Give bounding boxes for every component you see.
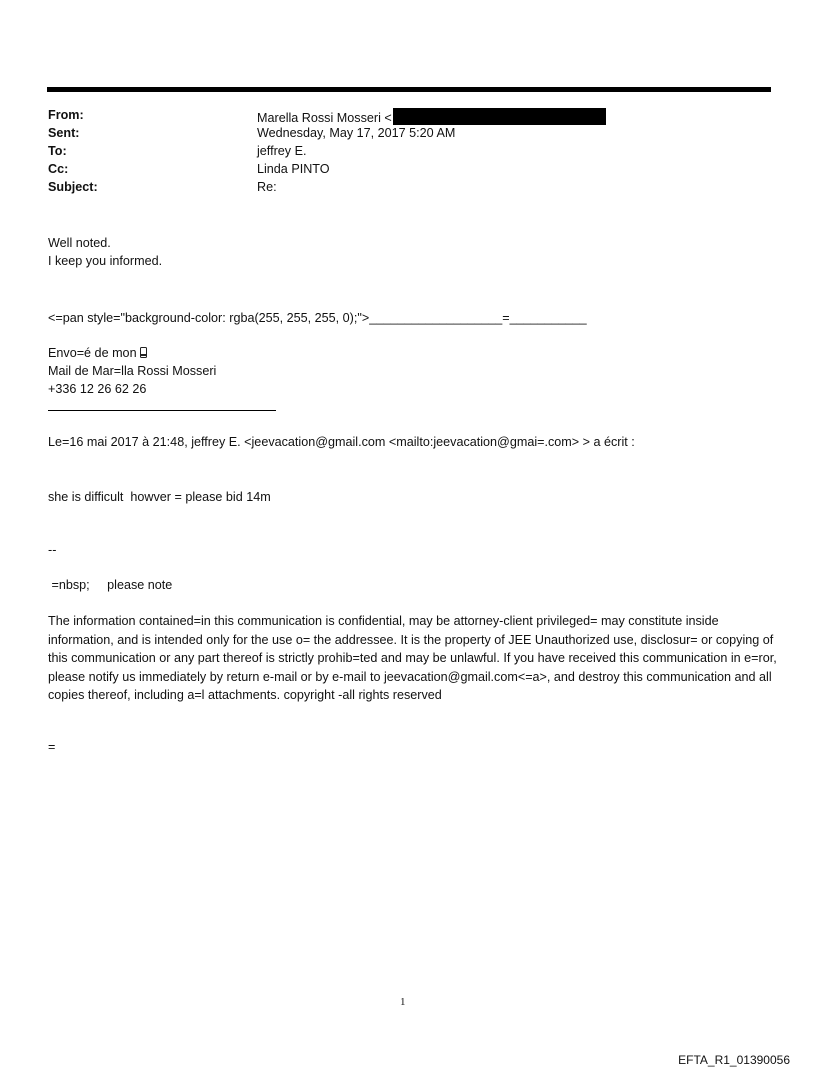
from-value [257,108,606,125]
span-style-line: <=pan style="background-color: rgba(255, 255, 255, 0);">___________________=___________ [48,311,587,325]
sent-value: Wednesday, May 17, 2017 5:20 AM [257,126,456,140]
document-id: EFTA_R1_01390056 [678,1053,790,1067]
signature-mail: Mail de Mar=lla Rossi Mosseri [48,364,217,378]
body-line-2: I keep you informed. [48,254,163,268]
signature-delimiter: -- [48,543,57,557]
quote-header: Le=16 mai 2017 à 21:48, jeffrey E. <jeevacation@gmail.com <mailto:jeevacation@gmai=.com> > a écrit : [48,435,635,449]
signature-phone: +336 12 26 62 26 [48,382,147,396]
redaction-bar [393,108,606,125]
cc-value: Linda PINTO [257,162,330,176]
cc-label: Cc: [48,162,69,176]
from-name: Marella Rossi Mosseri [257,111,381,125]
subject-label: Subject: [48,180,98,194]
subject-value: Re: [257,180,277,194]
signature-rule [48,410,276,411]
from-sep: < [384,111,392,125]
to-label: To: [48,144,67,158]
confidentiality-disclaimer: The information contained=in this communication is confidential, may be attorney-client privileged= may constitute inside information, and is intended only for the use o= the addressee. It is the property of JEE Unauthorized use, disclosur= or copying of this communication or any part thereof is strictly prohib=ted and may be unlawful. If you have received this communication in e=ror, please notify us immediately by return e-mail or by e-mail to jeevacation@gmail.com<=a>, and destroy this communication and all copies thereof, including a=l attachments. copyright -all rights reserved [48,614,777,702]
signature-sent-text: Envo=é de mon [48,346,137,360]
from-label: From: [48,108,84,122]
quoted-message: she is difficult howver = please bid 14m [48,490,271,504]
nbsp-line: =nbsp; please note [48,578,173,592]
signature-sent-from [48,344,147,362]
sent-label: Sent: [48,126,80,140]
page-number: 1 [400,996,406,1008]
mobile-phone-icon [140,347,147,358]
to-value: jeffrey E. [257,144,307,158]
trailing-equals: = [48,740,56,754]
body-line-1: Well noted. [48,236,111,250]
header-rule [47,87,771,92]
